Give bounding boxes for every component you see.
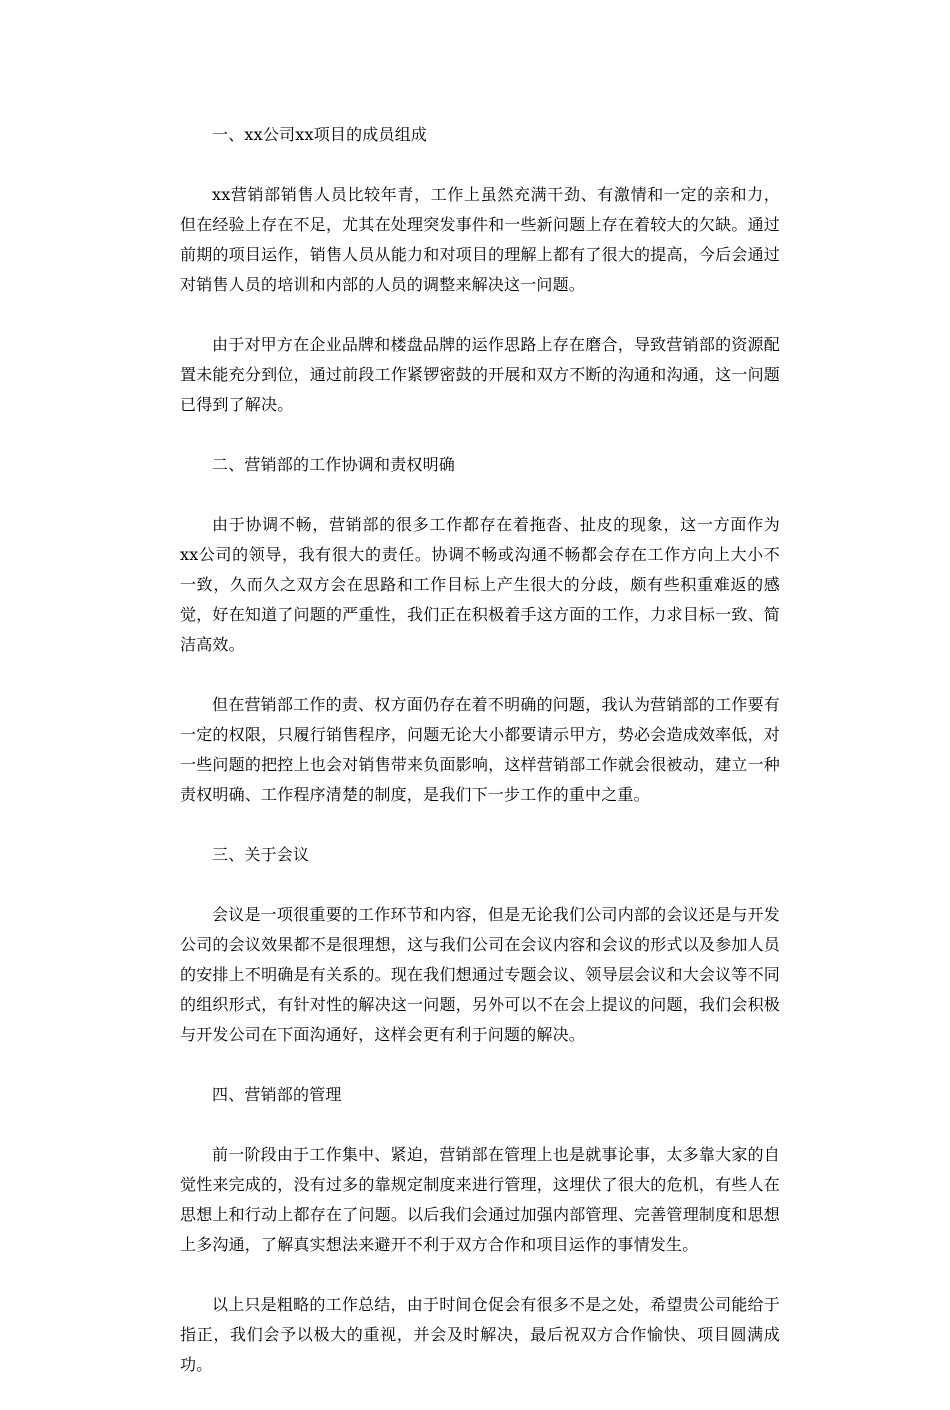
paragraph: 会议是一项很重要的工作环节和内容，但是无论我们公司内部的会议还是与开发公司的会议效果都不是很理想，这与我们公司在会议内容和会议的形式以及参加人员的安排上不明确是有关系的。现在我们想通过专题会议、领导层会议和大会议等不同的组织形式，有针对性的解决这一问题，另外可以不在会上提议的问题，我们会积极与开发公司在下面沟通好，这样会更有利于问题的解决。 [180, 905, 780, 1044]
paragraph: 但在营销部工作的责、权方面仍存在着不明确的问题，我认为营销部的工作要有一定的权限，只履行销售程序，问题无论大小都要请示甲方，势必会造成效率低，对一些问题的把控上也会对销售带来负面影响，这样营销部工作就会很被动，建立一种责权明确、工作程序清楚的制度，是我们下一步工作的重中之重。 [180, 695, 780, 804]
paragraph: 由于协调不畅，营销部的很多工作都存在着拖沓、扯皮的现象，这一方面作为xx公司的领导，我有很大的责任。协调不畅或沟通不畅都会存在工作方向上大小不一致，久而久之双方会在思路和工作目标上产生很大的分歧，颇有些积重难返的感觉，好在知道了问题的严重性，我们正在积极着手这方面的工作，力求目标一致、简洁高效。 [180, 515, 780, 654]
paragraph: xx营销部销售人员比较年青，工作上虽然充满干劲、有激情和一定的亲和力，但在经验上存在不足，尤其在处理突发事件和一些新问题上存在着较大的欠缺。通过前期的项目运作，销售人员从能力和对项目的理解上都有了很大的提高，今后会通过对销售人员的培训和内部的人员的调整来解决这一问题。 [180, 185, 780, 294]
paragraph: 前一阶段由于工作集中、紧迫，营销部在管理上也是就事论事，太多靠大家的自觉性来完成的，没有过多的靠规定制度来进行管理，这埋伏了很大的危机，有些人在思想上和行动上都存在了问题。以后我们会通过加强内部管理、完善管理制度和思想上多沟通，了解真实想法来避开不利于双方合作和项目运作的事情发生。 [180, 1145, 780, 1254]
paragraph: 以上只是粗略的工作总结，由于时间仓促会有很多不是之处，希望贵公司能给于指正，我们会予以极大的重视，并会及时解决，最后祝双方合作愉快、项目圆满成功。 [180, 1295, 780, 1374]
section-heading-3: 三、关于会议 [212, 845, 310, 864]
section-heading-1: 一、xx公司xx项目的成员组成 [212, 125, 428, 144]
section-heading-4: 四、营销部的管理 [212, 1085, 342, 1104]
document-body [180, 120, 780, 1410]
section-heading-2: 二、营销部的工作协调和责权明确 [212, 455, 456, 474]
paragraph: 由于对甲方在企业品牌和楼盘品牌的运作思路上存在磨合，导致营销部的资源配置未能充分到位，通过前段工作紧锣密鼓的开展和双方不断的沟通和沟通，这一问题已得到了解决。 [180, 335, 780, 414]
